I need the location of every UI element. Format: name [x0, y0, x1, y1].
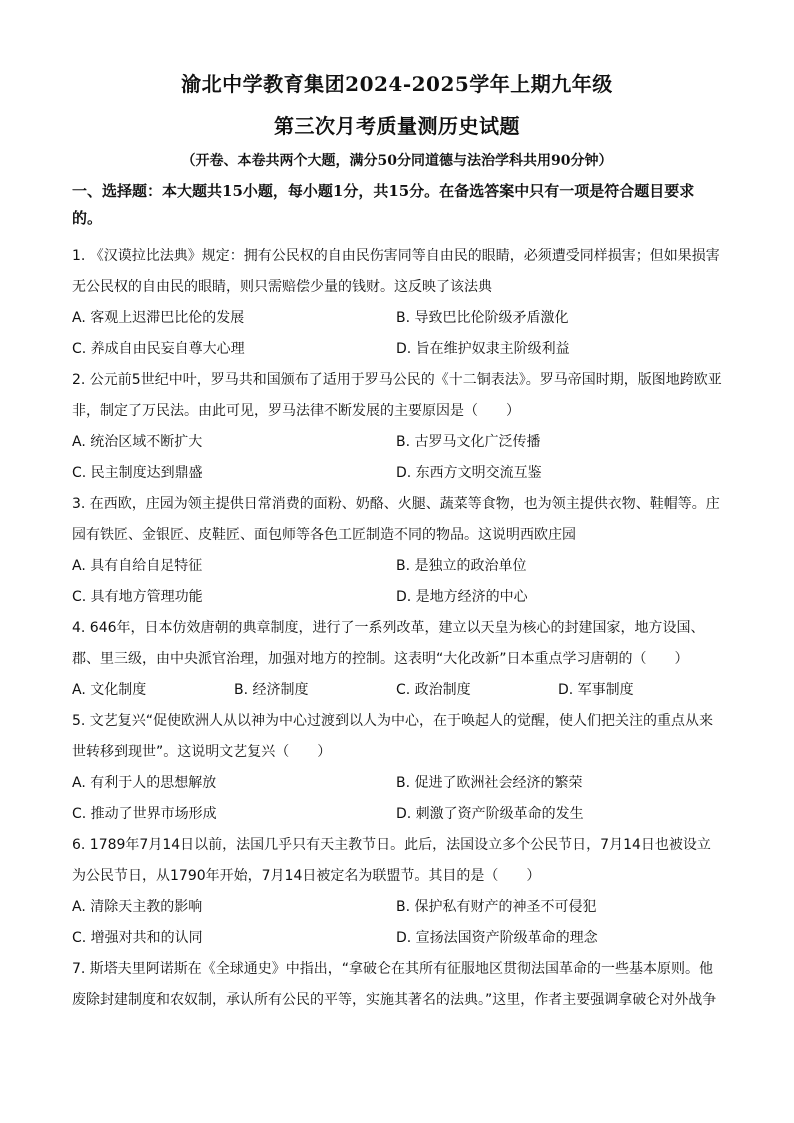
question-3-options	[72, 551, 722, 582]
exam-instructions: （开卷、本卷共两个大题，满分50分同道德与法治学科共用90分钟）	[181, 153, 613, 169]
question-6-options-2	[72, 923, 722, 954]
question-3-options-2	[72, 582, 722, 613]
question-1-stem: 1. 《汉谟拉比法典》规定：拥有公民权的自由民伤害同等自由民的眼睛，必须遭受同样损害；但如果损害无公民权的自由民的眼睛，则只需赔偿少量的钱财。这反映了该法典	[72, 248, 720, 295]
q1-option-d[interactable]: D. 旨在维护奴隶主阶级利益	[396, 341, 570, 357]
q6-option-a[interactable]: A. 清除天主教的影响	[72, 899, 203, 915]
question-1-options-2	[72, 334, 722, 365]
question-7-stem: 7. 斯塔夫里阿诺斯在《全球通史》中指出，“拿破仑在其所有征服地区贯彻法国革命的一些基本原则。他废除封建制度和农奴制，承认所有公民的平等，实施其著名的法典。”这里，作者主要强调拿破仑对外战争	[72, 961, 717, 1008]
q6-option-b[interactable]: B. 保护私有财产的神圣不可侵犯	[396, 899, 597, 915]
question-2-options	[72, 427, 722, 458]
q5-option-c[interactable]: C. 推动了世界市场形成	[72, 806, 217, 822]
question-2-options-2	[72, 458, 722, 489]
question-6-options	[72, 892, 722, 923]
q5-option-b[interactable]: B. 促进了欧洲社会经济的繁荣	[396, 775, 583, 791]
q1-option-c[interactable]: C. 养成自由民妄自尊大心理	[72, 341, 245, 357]
question-5-options-2	[72, 799, 722, 830]
exam-title-line2: 第三次月考质量测历史试题	[274, 114, 520, 138]
q3-option-d[interactable]: D. 是地方经济的中心	[396, 589, 528, 605]
question-6-stem: 6. 1789年7月14日以前，法国几乎只有天主教节日。此后，法国设立多个公民节日，7月14日也被设立为公民节日，从1790年开始，7月14日被定名为联盟节。其目的是（ ）	[72, 837, 711, 884]
q2-option-a[interactable]: A. 统治区域不断扩大	[72, 434, 203, 450]
section-heading: 一、选择题：本大题共15小题，每小题1分，共15分。在备选答案中只有一项是符合题目要求的。	[72, 182, 695, 227]
q3-option-c[interactable]: C. 具有地方管理功能	[72, 589, 203, 605]
q2-option-b[interactable]: B. 古罗马文化广泛传播	[396, 434, 541, 450]
question-4-stem: 4. 646年，日本仿效唐朝的典章制度，进行了一系列改革，建立以天皇为核心的封建国家，地方设国、郡、里三级，由中央派官治理，加强对地方的控制。这表明“大化改新”日本重点学习唐朝的（ ）	[72, 620, 705, 667]
q5-option-a[interactable]: A. 有利于人的思想解放	[72, 775, 217, 791]
question-5-stem: 5. 文艺复兴“促使欧洲人从以神为中心过渡到以人为中心，在于唤起人的觉醒，使人们把关注的重点从来世转移到现世”。这说明文艺复兴（ ）	[72, 713, 714, 760]
q4-option-d[interactable]: D. 军事制度	[558, 682, 634, 698]
question-4-options	[72, 675, 722, 706]
q4-option-b[interactable]: B. 经济制度	[234, 682, 309, 698]
q3-option-a[interactable]: A. 具有自给自足特征	[72, 558, 203, 574]
q4-option-a[interactable]: A. 文化制度	[72, 682, 147, 698]
q1-option-b[interactable]: B. 导致巴比伦阶级矛盾激化	[396, 310, 569, 326]
q4-option-c[interactable]: C. 政治制度	[396, 682, 471, 698]
question-1-options	[72, 303, 722, 334]
q5-option-d[interactable]: D. 刺激了资产阶级革命的发生	[396, 806, 584, 822]
q3-option-b[interactable]: B. 是独立的政治单位	[396, 558, 527, 574]
exam-title-line1: 渝北中学教育集团2024-2025学年上期九年级	[181, 72, 613, 96]
q6-option-c[interactable]: C. 增强对共和的认同	[72, 930, 203, 946]
q2-option-d[interactable]: D. 东西方文明交流互鉴	[396, 465, 542, 481]
question-5-options	[72, 768, 722, 799]
q1-option-a[interactable]: A. 客观上迟滞巴比伦的发展	[72, 310, 245, 326]
q6-option-d[interactable]: D. 宣扬法国资产阶级革命的理念	[396, 930, 598, 946]
q2-option-c[interactable]: C. 民主制度达到鼎盛	[72, 465, 203, 481]
question-2-stem: 2. 公元前5世纪中叶，罗马共和国颁布了适用于罗马公民的《十二铜表法》。罗马帝国时期，版图地跨欧亚非，制定了万民法。由此可见，罗马法律不断发展的主要原因是（ ）	[72, 372, 722, 419]
question-3-stem: 3. 在西欧，庄园为领主提供日常消费的面粉、奶酪、火腿、蔬菜等食物，也为领主提供衣物、鞋帽等。庄园有铁匠、金银匠、皮鞋匠、面包师等各色工匠制造不同的物品。这说明西欧庄园	[72, 496, 720, 543]
